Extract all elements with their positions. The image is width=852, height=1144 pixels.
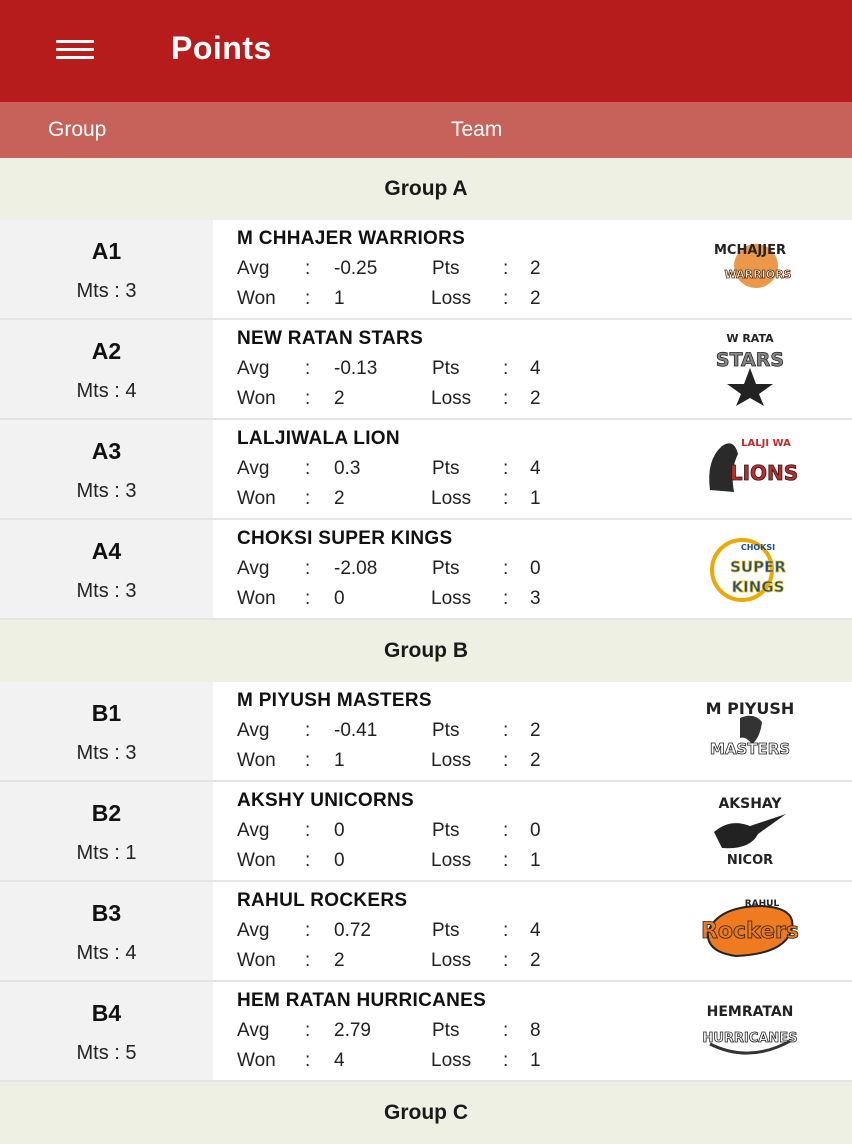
team-position-cell [0,982,213,1080]
won-value: 2 [334,488,345,509]
logo-text: STARS [715,349,785,371]
pts-label: Pts [432,920,460,941]
separator: : [503,588,509,609]
separator: : [503,1020,509,1041]
avg-value: 2.79 [334,1020,371,1041]
loss-value: 2 [530,950,541,971]
logo-text: CHOKSI [740,543,776,552]
separator: : [503,258,509,279]
logo-text: WARRIORS [724,268,792,281]
pts-label: Pts [432,820,460,841]
loss-value: 2 [530,288,541,309]
column-header [0,102,852,158]
separator: : [305,920,311,941]
won-label: Won [237,950,276,971]
separator: : [305,1050,311,1071]
unicorns-logo-icon [700,792,800,868]
team-row[interactable] [0,782,852,882]
hurricanes-logo-icon [700,992,800,1068]
won-value: 2 [334,388,345,409]
logo-text: AKSHAY [718,796,782,812]
matches-played: Mts : 4 [76,942,137,964]
team-name: RAHUL ROCKERS [237,890,408,911]
pts-value: 0 [530,558,541,579]
separator: : [305,850,311,871]
loss-value: 3 [530,588,541,609]
matches-played: Mts : 3 [76,580,137,602]
pts-label: Pts [432,720,460,741]
avg-label: Avg [237,820,270,841]
won-value: 1 [334,750,345,771]
separator: : [305,1020,311,1041]
team-position: A3 [91,438,122,464]
team-position-cell [0,520,213,618]
app-bar [0,0,852,102]
logo-text: SUPER [730,558,786,576]
loss-label: Loss [431,388,472,409]
loss-label: Loss [431,1050,472,1071]
separator: : [305,750,311,771]
hamburger-menu-icon[interactable] [56,38,96,62]
avg-value: -0.41 [334,720,378,741]
matches-played: Mts : 4 [76,380,137,402]
team-position-cell [0,420,213,518]
team-position: B3 [91,900,122,926]
team-position: A4 [91,538,122,564]
separator: : [305,820,311,841]
separator: : [305,358,311,379]
group-header: Group C [0,1082,852,1144]
team-row[interactable] [0,682,852,782]
team-name: CHOKSI SUPER KINGS [237,528,453,549]
matches-played: Mts : 3 [76,742,137,764]
team-position: A1 [91,238,122,264]
separator: : [503,388,509,409]
logo-text: HURRICANES [702,1031,798,1046]
separator: : [503,288,509,309]
team-position: A2 [91,338,122,364]
won-label: Won [237,288,276,309]
separator: : [503,950,509,971]
avg-value: -0.13 [334,358,378,379]
avg-label: Avg [237,920,270,941]
points-table-list[interactable] [0,158,852,1144]
avg-label: Avg [237,358,270,379]
team-position: B4 [91,1000,122,1026]
separator: : [503,750,509,771]
team-name: M PIYUSH MASTERS [237,690,432,711]
loss-label: Loss [431,950,472,971]
separator: : [305,720,311,741]
won-value: 0 [334,588,345,609]
separator: : [503,920,509,941]
loss-value: 1 [530,488,541,509]
separator: : [305,288,311,309]
loss-value: 1 [530,850,541,871]
won-label: Won [237,588,276,609]
avg-value: 0.3 [334,458,361,479]
separator: : [305,258,311,279]
logo-text: RAHUL [744,899,780,909]
separator: : [503,720,509,741]
pts-label: Pts [432,458,460,479]
logo-text: NICOR [726,853,774,868]
pts-value: 2 [530,258,541,279]
loss-value: 2 [530,750,541,771]
avg-value: 0.72 [334,920,371,941]
logo-text: W RATA [726,332,774,345]
won-value: 2 [334,950,345,971]
warriors-logo-icon [700,230,800,306]
logo-text: M PIYUSH [705,699,795,718]
group-header: Group A [0,158,852,220]
loss-label: Loss [431,750,472,771]
avg-label: Avg [237,558,270,579]
separator: : [305,488,311,509]
team-name: AKSHY UNICORNS [237,790,414,811]
separator: : [503,850,509,871]
loss-label: Loss [431,588,472,609]
won-label: Won [237,488,276,509]
pts-value: 4 [530,920,541,941]
avg-value: 0 [334,820,345,841]
logo-text: Rockers [700,919,800,944]
page-title: Points [171,30,272,66]
matches-played: Mts : 5 [76,1042,137,1064]
rockers-logo-icon [700,892,800,968]
team-name: M CHHAJER WARRIORS [237,228,466,249]
won-value: 0 [334,850,345,871]
separator: : [503,458,509,479]
separator: : [305,458,311,479]
team-row[interactable] [0,882,852,982]
separator: : [503,820,509,841]
pts-label: Pts [432,1020,460,1041]
logo-text: KINGS [731,578,785,596]
loss-value: 1 [530,1050,541,1071]
pts-value: 2 [530,720,541,741]
pts-label: Pts [432,258,460,279]
separator: : [503,488,509,509]
won-label: Won [237,388,276,409]
avg-label: Avg [237,458,270,479]
avg-label: Avg [237,1020,270,1041]
loss-label: Loss [431,288,472,309]
team-row[interactable] [0,520,852,620]
masters-logo-icon [700,692,800,768]
loss-label: Loss [431,488,472,509]
separator: : [503,1050,509,1071]
won-value: 1 [334,288,345,309]
column-header-team: Team [451,118,503,141]
pts-value: 0 [530,820,541,841]
separator: : [305,588,311,609]
matches-played: Mts : 3 [76,280,137,302]
logo-text: LALJI WA [741,438,791,449]
separator: : [503,358,509,379]
won-value: 4 [334,1050,345,1071]
pts-label: Pts [432,358,460,379]
separator: : [503,558,509,579]
team-position-cell [0,320,213,418]
logo-text: HEMRATAN [706,1004,794,1020]
avg-value: -2.08 [334,558,378,579]
team-name: LALJIWALA LION [237,428,400,449]
team-position-cell [0,782,213,880]
pts-value: 4 [530,458,541,479]
team-position: B1 [91,700,122,726]
loss-label: Loss [431,850,472,871]
super-kings-logo-icon [700,530,800,606]
avg-label: Avg [237,720,270,741]
avg-value: -0.25 [334,258,378,279]
loss-value: 2 [530,388,541,409]
team-position: B2 [91,800,122,826]
team-name: NEW RATAN STARS [237,328,424,349]
pts-label: Pts [432,558,460,579]
team-row[interactable] [0,420,852,520]
matches-played: Mts : 1 [76,842,137,864]
won-label: Won [237,850,276,871]
team-name: HEM RATAN HURRICANES [237,990,487,1011]
team-position-cell [0,220,213,318]
stars-logo-icon [700,330,800,406]
team-row[interactable] [0,320,852,420]
pts-value: 8 [530,1020,541,1041]
won-label: Won [237,750,276,771]
matches-played: Mts : 3 [76,480,137,502]
avg-label: Avg [237,258,270,279]
group-header: Group B [0,620,852,682]
team-row[interactable] [0,982,852,1082]
separator: : [305,388,311,409]
separator: : [305,950,311,971]
logo-text: MCHAJJER [714,243,786,258]
team-row[interactable] [0,220,852,320]
separator: : [305,558,311,579]
column-header-group: Group [48,118,107,141]
logo-text: LIONS [729,461,799,485]
team-position-cell [0,882,213,980]
won-label: Won [237,1050,276,1071]
pts-value: 4 [530,358,541,379]
team-position-cell [0,682,213,780]
lions-logo-icon [700,430,800,506]
logo-text: MASTERS [709,740,791,758]
